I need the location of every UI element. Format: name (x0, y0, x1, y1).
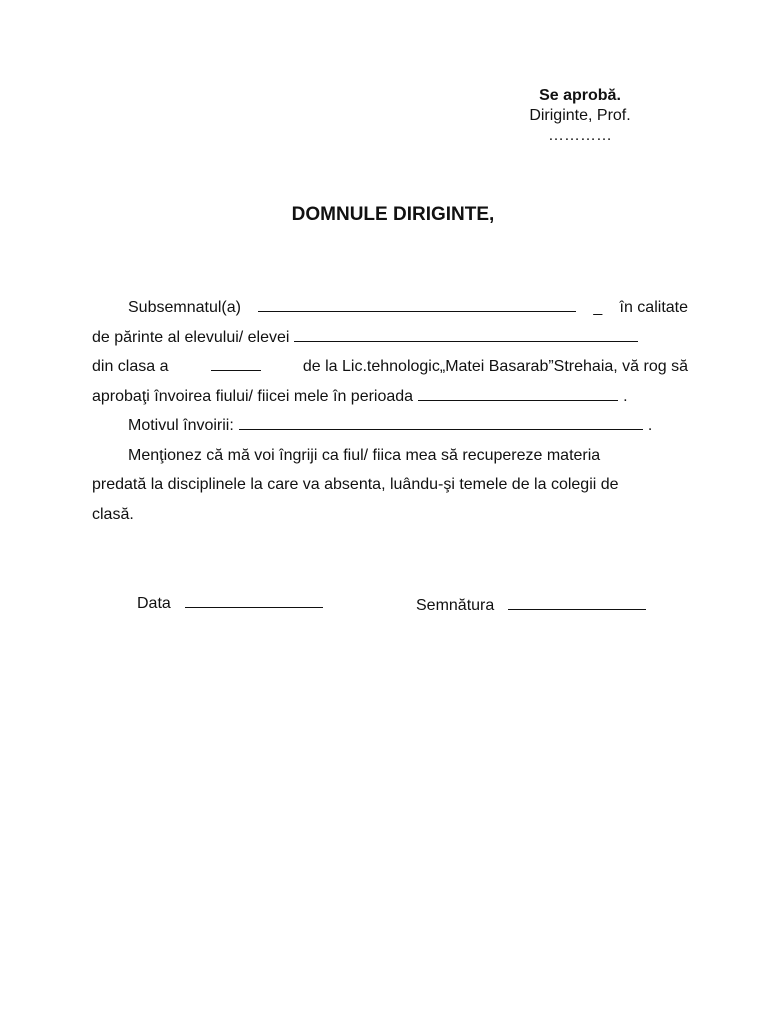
signature-blank[interactable] (508, 595, 646, 610)
reason-blank[interactable] (239, 415, 643, 430)
line-mention-2 (92, 470, 688, 500)
date-label: Data (137, 595, 171, 612)
parent-of-label: de părinte al elevului/ elevei (92, 328, 290, 346)
class-blank[interactable] (211, 356, 261, 371)
underscore-char: _ (593, 299, 603, 316)
line-class (92, 352, 688, 382)
approval-heading: Se aprobă. (539, 87, 621, 104)
reason-label: Motivul învoirii: (128, 417, 234, 434)
mention-text-3: clasă. (92, 505, 134, 523)
line-period (92, 382, 688, 412)
mention-text-2: predată la disciplinele la care va absenta, luându-şi temele de la colegii de (92, 476, 619, 493)
school-text: de la Lic.tehnologic„Matei Basarab”Strehaia, vă rog să (302, 358, 688, 375)
period-blank[interactable] (418, 386, 618, 401)
line-student (92, 323, 688, 353)
undersigned-label: Subsemnatul(a) (128, 299, 241, 316)
period-end: . (623, 387, 628, 405)
line-reason (92, 411, 688, 441)
line-mention-3 (92, 500, 688, 530)
name-blank[interactable] (258, 297, 576, 312)
document-title: DOMNULE DIRIGINTE, (291, 204, 495, 225)
class-label: din clasa a (92, 358, 169, 375)
date-blank[interactable] (185, 593, 323, 608)
request-paragraph (92, 293, 688, 529)
approval-block (500, 86, 660, 146)
signature-label: Semnătura (416, 597, 495, 614)
date-field (137, 593, 323, 613)
mention-text-1: Menţionez că mă voi îngriji ca fiul/ fiica mea să recupereze materia (128, 446, 601, 464)
approval-role: Diriginte, Prof. (529, 107, 631, 124)
capacity-label: în calitate (619, 299, 688, 316)
student-name-blank[interactable] (294, 327, 638, 342)
line-mention (92, 441, 688, 471)
period-label: aprobaţi învoirea fiului/ fiicei mele în perioada (92, 387, 414, 405)
line-name (92, 293, 688, 323)
approval-name-placeholder: ………… (548, 127, 612, 144)
reason-end: . (647, 417, 653, 434)
signature-field (416, 595, 646, 615)
